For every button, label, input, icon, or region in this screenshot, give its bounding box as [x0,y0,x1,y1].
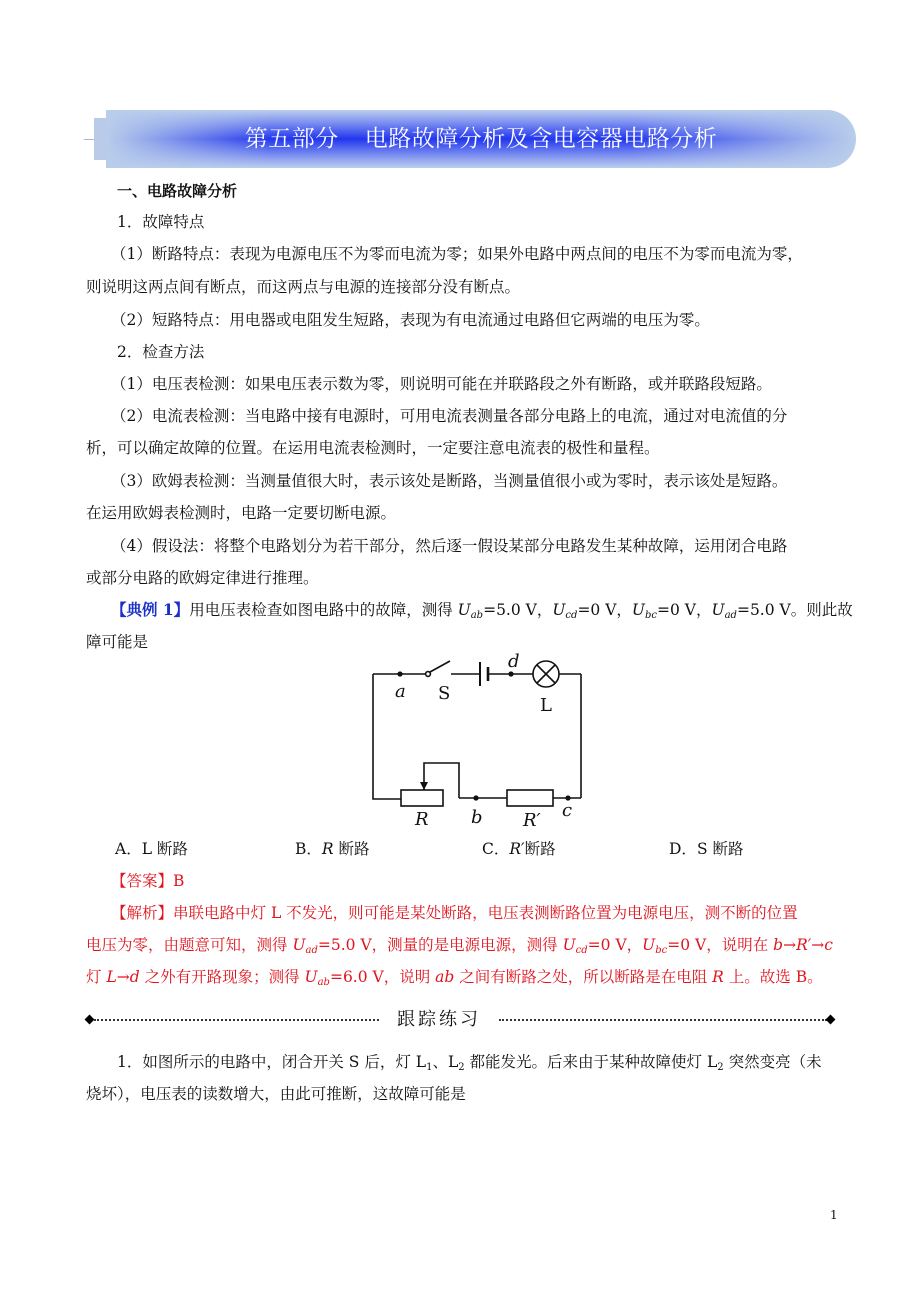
practice-question: 1．如图所示的电路中，闭合开关 S 后，灯 $L_1$、$L_2$ 都能发光。后来由于某种故障使灯 $L_2$ 突然变亮（未 [117,1053,822,1073]
page-title [106,110,856,168]
subsection-title: 2．检查方法 [117,343,205,361]
title-text: 电路故障分析及含电容器电路分析 [364,126,718,152]
paragraph-line: （1）电压表检测：如果电压表示数为零，则说明可能在并联路段之外有断路，或并联路段短路。 [111,375,772,393]
part-label: 第五部分 [244,126,339,152]
paragraph-line: 在运用欧姆表检测时，电路一定要切断电源。 [86,504,397,522]
resistor-label: R′ [523,810,541,831]
practice-heading: 跟踪练习 [397,1009,481,1030]
dotted-rule [94,1019,379,1021]
section-heading: 一、电路故障分析 [117,182,238,200]
paragraph-line: 析，可以确定故障的位置。在运用电流表检测时，一定要注意电流表的极性和量程。 [86,439,660,457]
paragraph-line: 或部分电路的欧姆定律进行推理。 [86,569,319,587]
node-d-label: d [508,651,520,672]
paragraph-line: （1）断路特点：表现为电源电压不为零而电流为零；如果外电路中两点间的电压不为零而电流为零， [111,245,803,263]
section-banner [84,110,856,168]
lamp-label: L [540,695,552,716]
circuit-diagram [360,645,600,835]
rheostat-label: R [415,809,429,830]
answer-line [111,870,871,892]
example-label: 【典例 1】 [111,600,190,619]
example-question: 【典例 1】用电压表检查如图电路中的故障，测得 $U_{ab}=5.0$ V，$U_{cd}=0$ V，$U_{bc}=0$ V，$U_{ad}=5.0$ V。则此故 [111,600,853,621]
option-b[interactable]: B．R 断路 [295,840,370,858]
paragraph-line: 障可能是 [86,633,149,651]
option-c[interactable]: C．R′断路 [482,840,556,858]
option-d[interactable]: D．S 断路 [669,840,744,858]
answer-value: B [173,872,185,890]
banner-background [106,110,856,168]
diamond-icon [85,1015,95,1025]
paragraph-line: （2）短路特点：用电器或电阻发生短路，表现为有电流通过电路但它两端的电压为零。 [111,311,710,329]
analysis-line: 【解析】串联电路中灯 L 不发光，则可能是某处断路，电压表测断路位置为电源电压，测不断的位置 [111,904,798,922]
paragraph-line: 则说明这两点间有断点，而这两点与电源的连接部分没有断点。 [86,278,521,296]
dotted-rule [499,1019,827,1021]
answer-label: 【答案】 [111,872,174,890]
subsection-title: 1．故障特点 [117,213,205,231]
switch-label: S [438,683,451,704]
node-b-label: b [471,807,483,828]
option-a[interactable]: A．L 断路 [115,840,188,858]
analysis-line: 灯 L→d 之外有开路现象；测得 $U_{ab}=6.0$ V，说明 ab 之间有断路之处，所以断路是在电阻 R 上。故选 B。 [86,968,823,988]
paragraph-line: （3）欧姆表检测：当测量值很大时，表示该处是断路，当测量值很小或为零时，表示该处是短路。 [111,472,788,490]
diamond-icon [826,1015,836,1025]
paragraph-line: 烧坏），电压表的读数增大，由此可推断，这故障可能是 [86,1085,466,1103]
analysis-line: 电压为零，由题意可知，测得 $U_{ad}=5.0$ V，测量的是电源电源，测得 $U_{cd}=0$ V，$U_{bc}=0$ V，说明在 b→R′→c [86,936,833,956]
paragraph-line: （2）电流表检测：当电路中接有电源时，可用电流表测量各部分电路上的电流，通过对电流值的分 [111,407,788,425]
paragraph-line: （4）假设法：将整个电路划分为若干部分，然后逐一假设某部分电路发生某种故障，运用闭合电路 [111,537,788,555]
node-c-label: c [562,800,573,821]
page-number: 1 [830,1208,838,1222]
node-a-label: a [395,681,406,702]
analysis-label: 【解析】 [111,904,174,922]
practice-divider [84,1008,836,1032]
